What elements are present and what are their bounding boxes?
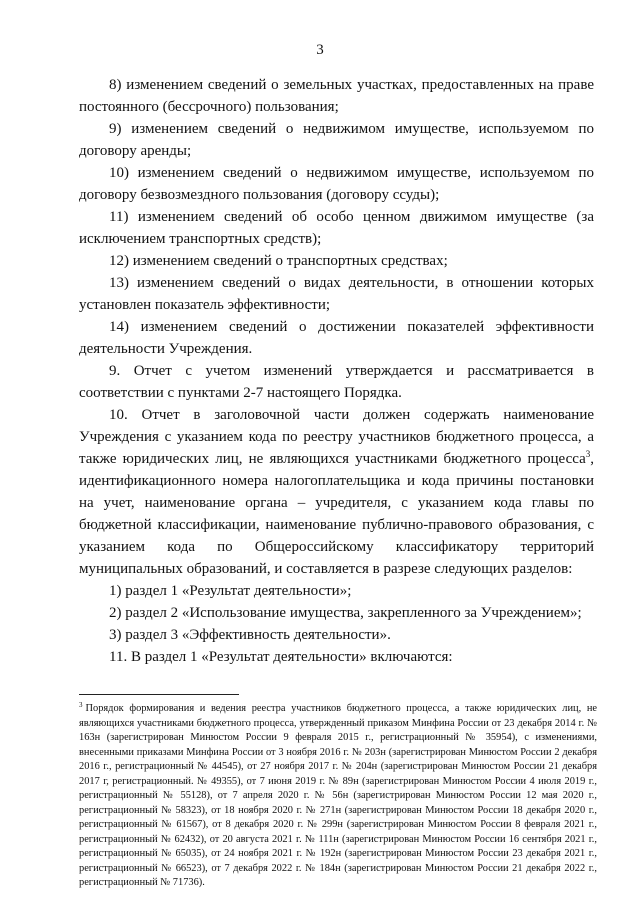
- page-number: 3: [316, 42, 324, 58]
- clause-9: 9. Отчет с учетом изменений утверждается и рассматривается в соответствии с пунктами 2-7 настоящего Порядка.: [79, 363, 594, 401]
- clause-10-text-b: , идентификационного номера налогоплательщика и кода причины постановки на учет, наименование органа – учредителя, с указанием кода главы по бюджетной классификации, наименование публично-правового образования, с указанием кода по Общероссийскому классификатору территорий муниципальных образований, и составляется в разрезе следующих разделов:: [79, 451, 594, 577]
- list-item-12: 12) изменением сведений о транспортных средствах;: [109, 253, 448, 269]
- footnote-mark: 3: [79, 700, 83, 709]
- list-item-11: 11) изменением сведений об особо ценном движимом имуществе (за исключением транспортных средств);: [79, 209, 594, 247]
- section-item-2: 2) раздел 2 «Использование имущества, закрепленного за Учреждением»;: [109, 605, 582, 621]
- footnote-text: Порядок формирования и ведения реестра участников бюджетного процесса, а также юридических лиц, не являющихся участниками бюджетного процесса, утвержденный приказом Минфина России от 23 декабря 2014 г. № 163н (зарегистрирован Минюстом России 9 февраля 2015 г., регистрационный № 35954), с изменениями, внесенными приказами Минфина России от 3 ноября 2016 г. № 203н (зарегистрирован Минюстом России 2 декабря 2016 г., регистрационный № 44545), от 27 ноября 2017 г. № 204н (зарегистрирован Минюстом России 21 декабря 2017 г, регистрационный. № 49355), от 7 июня 2019 г. № 89н (зарегистрирован Минюстом России 4 июля 2019 г., регистрационный № 55128), от 7 апреля 2020 г. № 56н (зарегистрирован Минюстом России 12 мая 2020 г., регистрационный № 58323), от 18 ноября 2020 г. № 271н (зарегистрирован Минюстом России 18 декабря 2020 г., регистрационный № 61567), от 8 декабря 2020 г. № 299н (зарегистрирован Минюстом России 8 февраля 2021 г., регистрационный № 62432), от 20 августа 2021 г. № 111н (зарегистрирован Минюстом России 16 сентября 2021 г., регистрационный № 65035), от 24 ноября 2021 г. № 192н (зарегистрирован Минюстом России 23 декабря 2021 г., регистрационный № 66523), от 7 декабря 2022 г. № 184н (зарегистрирован Минюстом России 21 декабря 2022 г., регистрационный № 71736).: [79, 703, 597, 888]
- list-item-8: 8) изменением сведений о земельных участках, предоставленных на праве постоянного (бессрочного) пользования;: [79, 77, 594, 115]
- footnote-reference[interactable]: 3: [585, 449, 591, 459]
- clause-11: 11. В раздел 1 «Результат деятельности» включаются:: [109, 649, 453, 665]
- section-item-3: 3) раздел 3 «Эффективность деятельности».: [109, 627, 391, 643]
- list-item-10: 10) изменением сведений о недвижимом имуществе, используемом по договору безвозмездного пользования (договору ссуды);: [79, 165, 594, 203]
- footnote: [79, 702, 597, 891]
- clause-10-text-a: 10. Отчет в заголовочной части должен содержать наименование Учреждения с указанием кода по реестру участников бюджетного процесса, а также юридических лиц, не являющихся участниками бюджетного процесса: [79, 407, 594, 467]
- section-item-1: 1) раздел 1 «Результат деятельности»;: [109, 583, 352, 599]
- clause-10: [79, 404, 594, 580]
- footnote-divider: [79, 694, 239, 695]
- list-item-14: 14) изменением сведений о достижении показателей эффективности деятельности Учреждения.: [79, 319, 594, 357]
- list-item-13: 13) изменением сведений о видах деятельности, в отношении которых установлен показатель эффективности;: [79, 275, 594, 313]
- document-body: [79, 74, 594, 668]
- list-item-9: 9) изменением сведений о недвижимом имуществе, используемом по договору аренды;: [79, 121, 594, 159]
